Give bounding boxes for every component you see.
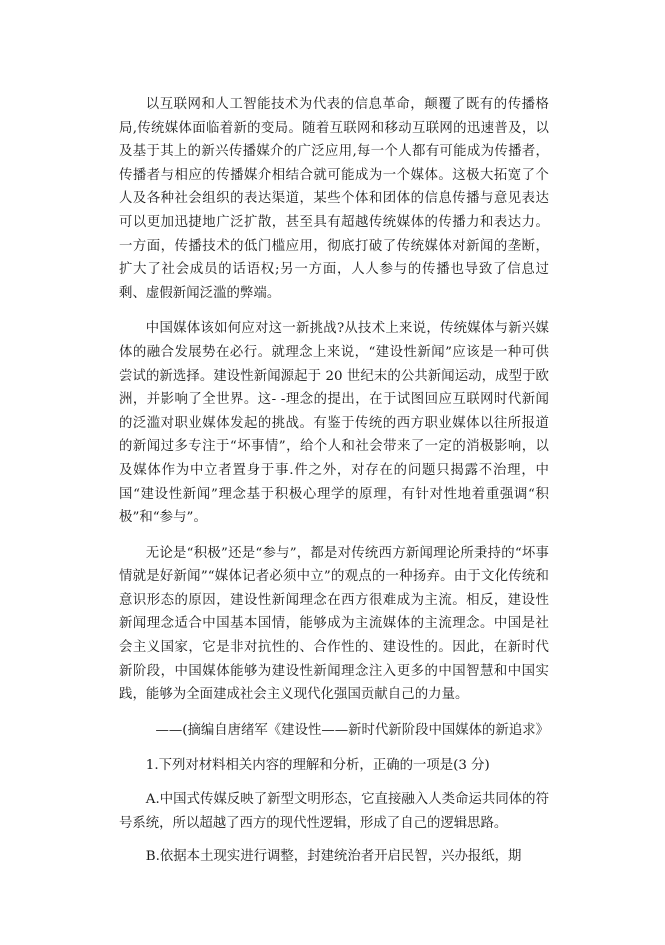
article-source: ——(摘编自唐绪军《建设性——新时代新阶段中国媒体的新追求》 — [155, 722, 549, 738]
question-option-a: A.中国式传媒反映了新型文明形态，它直接融入人类命运共同体的符号系统，所以超越了西方的现代性逻辑，形成了自己的逻辑思路。 — [119, 792, 549, 831]
question-option-b: B.依据本土现实进行调整，封建统治者开启民智，兴办报纸，期 — [145, 849, 522, 865]
document-page — [119, 93, 549, 879]
question-stem: 1.下列对材料相关内容的理解和分析，正确的一项是(3 分) — [145, 758, 490, 774]
article-paragraph-1: 以互联网和人工智能技术为代表的信息革命，颠覆了既有的传播格局,传统媒体面临着新的变局。随着互联网和移动互联网的迅速普及，以及基于其上的新兴传播媒介的广泛应用,每一个人都有可能成为传播者，传播者与相应的传播媒介相结合就可能成为一个媒体。这极大拓宽了个人及各种社会组织的表达渠道，某些个体和团体的信息传播与意见表达可以更加迅捷地广泛扩散，甚至具有超越传统媒体的传播力和表达力。一方面，传播技术的低门槛应用，彻底打破了传统媒体对新闻的垄断，扩大了社会成员的话语权;另一方面，人人参与的传播也导致了信息过剩、虚假新闻泛滥的弊端。 — [119, 97, 549, 301]
article-paragraph-2: 中国媒体该如何应对这一新挑战?从技术上来说，传统媒体与新兴媒体的融合发展势在必行。就理念上来说，“建设性新闻”应该是一种可供尝试的新选择。建设性新闻源起于 20 世纪末的公共新闻运动，成型于欧洲，并影响了全世界。这- -理念的提出，在于试图回应互联网时代新闻的泛滥对职业媒体发起的挑战。有鉴于传统的西方职业媒体以往所报道的新闻过多专注于“坏事情”，给个人和社会带来了一定的消极影响，以及媒体作为中立者置身于事.件之外，对存在的问题只揭露不治理，中国“建设性新闻”理念基于积极心理学的原理，有针对性地着重强调“积极”和“参与”。 — [119, 321, 549, 526]
article-paragraph-3: 无论是“积极”还是“参与”，都是对传统西方新闻理论所秉持的“坏事情就是好新闻”“媒体记者必须中立”的观点的一种扬弃。由于文化传统和意识形态的原因，建设性新闻理念在西方很难成为主流。相反，建设性新闻理念适合中国基本国情，能够成为主流媒体的主流理念。中国是社会主义国家，它是非对抗性的、合作性的、建设性的。因此，在新时代新阶段，中国媒体能够为建设性新闻理念注入更多的中国智慧和中国实践，能够为全面建成社会主义现代化强国贡献自己的力量。 — [119, 545, 549, 703]
